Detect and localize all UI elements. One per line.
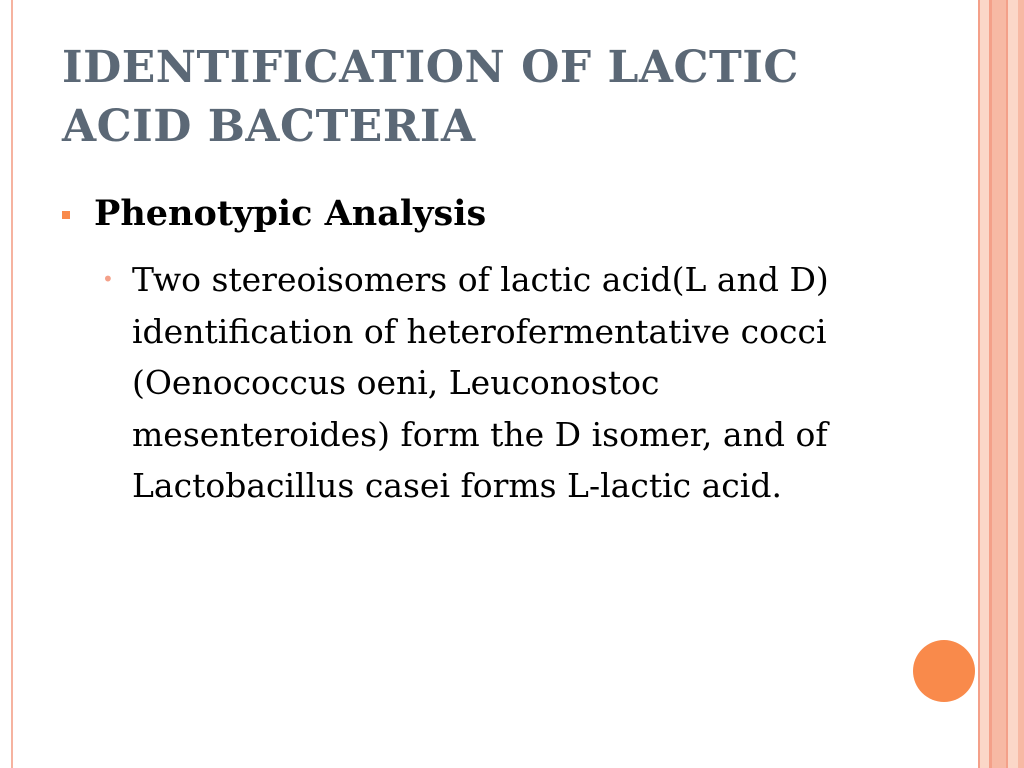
sub-bullet-text: Two stereoisomers of lactic acid(L and D) identification of heterofermentative cocci (Oenococcus oeni, Leuconostoc mesenteroides) form the D isomer, and of Lactobacillus casei forms L-lactic acid.	[132, 260, 829, 505]
dot-bullet-icon: •	[102, 267, 114, 291]
orange-circle-icon	[913, 640, 975, 702]
square-bullet-icon	[62, 211, 70, 219]
sub-bullet-item	[102, 254, 892, 512]
bullet-item-phenotypic-analysis	[62, 192, 882, 236]
bullet-heading: Phenotypic Analysis	[94, 193, 487, 234]
right-stripe-edge	[1018, 0, 1024, 768]
right-stripe-light-3	[1008, 0, 1018, 768]
slide-title: IDENTIFICATION OF LACTIC ACID BACTERIA	[62, 42, 799, 152]
right-stripe-light-2	[992, 0, 1006, 768]
left-border-line	[11, 0, 13, 768]
right-stripe-light-1	[980, 0, 989, 768]
